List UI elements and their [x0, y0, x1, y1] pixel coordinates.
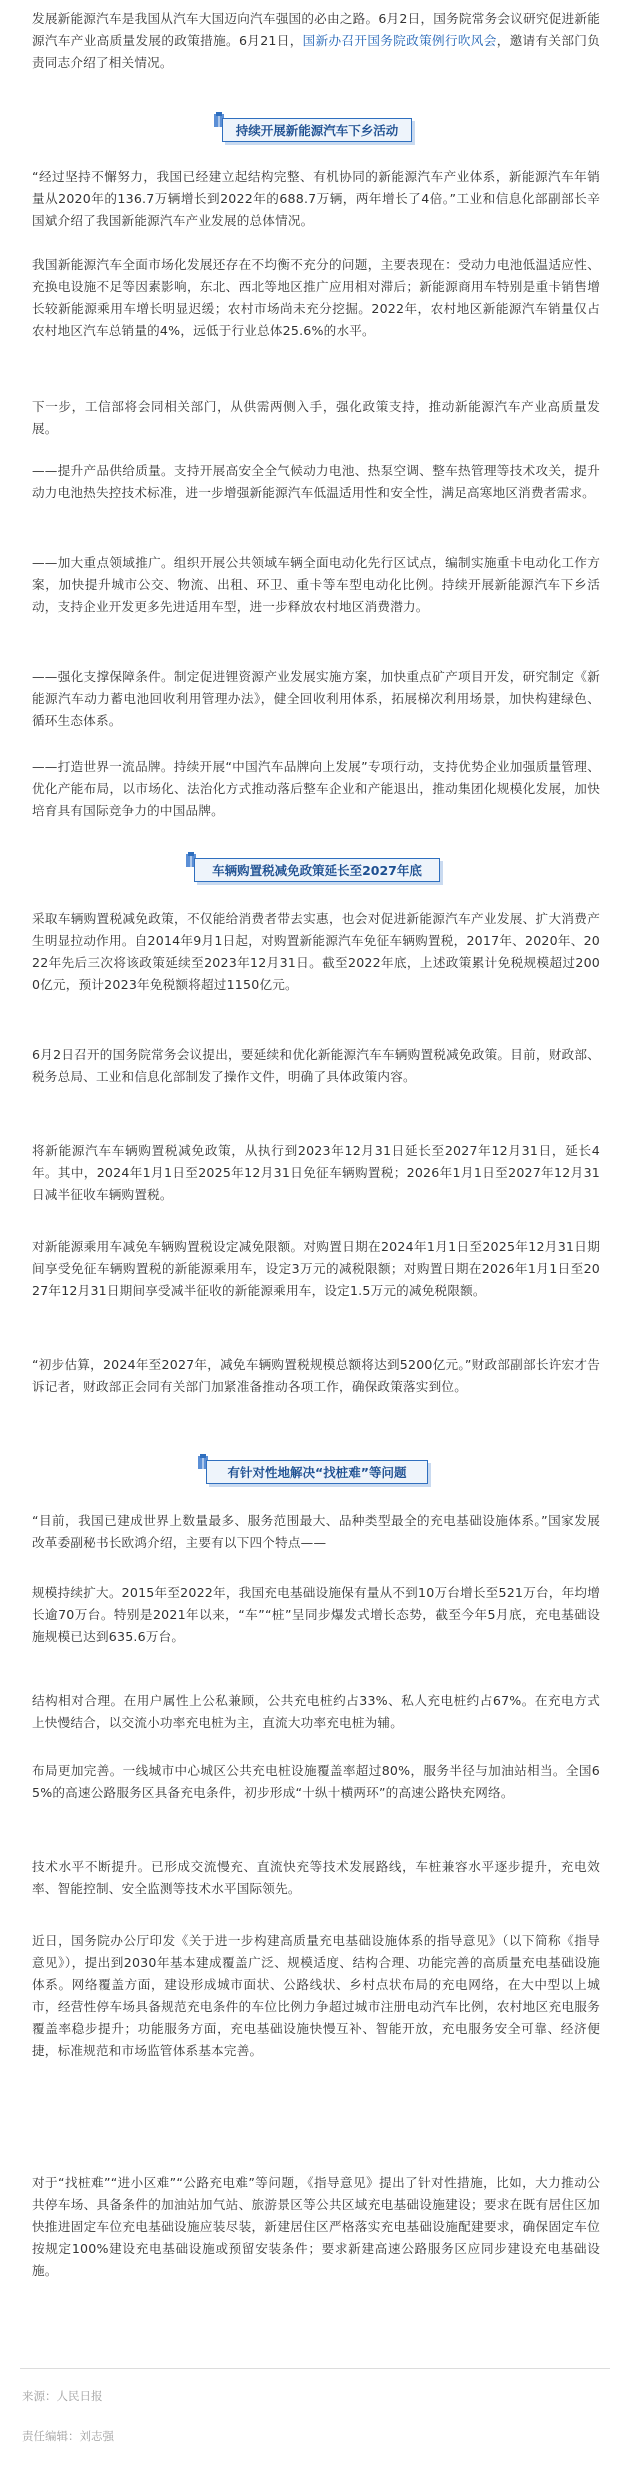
section-3-title: 有针对性地解决“找桩难”等问题 — [206, 1460, 428, 1484]
section-1-paragraph: ——提升产品供给质量。支持开展高安全全气候动力电池、热泵空调、整车热管理等技术攻关，提升动力电池热失控技术标准，进一步增强新能源汽车低温适用性和安全性，满足高寒地区消费者需求。 — [32, 463, 600, 500]
section-2-paragraph: 对新能源乘用车减免车辆购置税设定减免限额。对购置日期在2024年1月1日至2025年12月31日期间享受免征车辆购置税的新能源乘用车，设定3万元的减税限额；对购置日期在2026年1月1日至2027年12月31日期间享受减半征收的新能源乘用车，设定1.5万元的减免税限额。 — [32, 1239, 600, 1298]
section-3-paragraph: 规模持续扩大。2015年至2022年，我国充电基础设施保有量从不到10万台增长至521万台，年均增长逾70万台。特别是2021年以来，“车”“桩”呈同步爆发式增长态势，截至今年5月底，充电基础设施规模已达到635.6万台。 — [32, 1585, 600, 1644]
section-2-heading — [0, 850, 630, 890]
section-1-paragraph: ——强化支撑保障条件。制定促进锂资源产业发展实施方案，加快重点矿产项目开发，研究制定《新能源汽车动力蓄电池回收利用管理办法》，健全回收利用体系，拓展梯次利用场景，加快构建绿色、循环生态体系。 — [32, 669, 600, 728]
press-briefing-link[interactable]: 国新办召开国务院政策例行吹风会 — [302, 33, 497, 48]
section-1-paragraph: “经过坚持不懈努力，我国已经建立起结构完整、有机协同的新能源汽车产业体系，新能源汽车年销量从2020年的136.7万辆增长到2022年的688.7万辆，两年增长了4倍。”工业和信息化部副部长辛国斌介绍了我国新能源汽车产业发展的总体情况。 — [32, 169, 600, 228]
section-1-paragraph: 我国新能源汽车全面市场化发展还存在不均衡不充分的问题，主要表现在：受动力电池低温适应性、充换电设施不足等因素影响，东北、西北等地区推广应用相对滞后；新能源商用车特别是重卡销售增长较新能源乘用车增长明显迟缓；农村市场尚未充分挖掘。2022年，农村地区新能源汽车销量仅占农村地区汽车总销量的4%，远低于行业总体25.6%的水平。 — [32, 257, 600, 338]
section-2-paragraph: 采取车辆购置税减免政策，不仅能给消费者带去实惠，也会对促进新能源汽车产业发展、扩大消费产生明显拉动作用。自2014年9月1日起，对购置新能源汽车免征车辆购置税，2017年、2020年、2022年先后三次将该政策延续至2023年12月31日。截至2022年底，上述政策累计免税规模超过2000亿元，预计2023年免税额将超过1150亿元。 — [32, 911, 600, 992]
intro-paragraph — [32, 8, 600, 74]
section-3-heading — [0, 1452, 630, 1492]
section-1-title: 持续开展新能源汽车下乡活动 — [222, 118, 412, 142]
section-1-paragraph: ——打造世界一流品牌。持续开展“中国汽车品牌向上发展”专项行动，支持优势企业加强质量管理、优化产能布局，以市场化、法治化方式推动落后整车企业和产能退出，推动集团化规模化发展，加快培育具有国际竞争力的中国品牌。 — [32, 759, 600, 818]
section-2-title: 车辆购置税减免政策延长至2027年底 — [194, 858, 440, 882]
intro-text: 发展新能源汽车是我国从汽车大国迈向汽车强国的必由之路。6月2日，国务院常务会议研究促进新能源汽车产业高质量发展的政策措施。6月21日， — [32, 11, 600, 48]
section-1-paragraph: ——加大重点领域推广。组织开展公共领域车辆全面电动化先行区试点，编制实施重卡电动化工作方案，加快提升城市公交、物流、出租、环卫、重卡等车型电动化比例。持续开展新能源汽车下乡活动，支持企业开发更多先进适用车型，进一步释放农村地区消费潜力。 — [32, 555, 600, 614]
section-2-paragraph: “初步估算，2024年至2027年，减免车辆购置税规模总额将达到5200亿元。”财政部副部长许宏才告诉记者，财政部正会同有关部门加紧准备推动各项工作，确保政策落实到位。 — [32, 1357, 600, 1394]
section-3-paragraph: 结构相对合理。在用户属性上公私兼顾，公共充电桩约占33%、私人充电桩约占67%。在充电方式上快慢结合，以交流小功率充电桩为主，直流大功率充电桩为辅。 — [32, 1693, 600, 1730]
section-2-paragraph: 6月2日召开的国务院常务会议提出，要延续和优化新能源汽车车辆购置税减免政策。目前，财政部、税务总局、工业和信息化部制发了操作文件，明确了具体政策内容。 — [32, 1047, 600, 1084]
section-1-heading — [0, 110, 630, 150]
section-1-paragraph: 下一步，工信部将会同相关部门，从供需两侧入手，强化政策支持，推动新能源汽车产业高质量发展。 — [32, 399, 600, 436]
section-3-paragraph: 近日，国务院办公厅印发《关于进一步构建高质量充电基础设施体系的指导意见》（以下简称《指导意见》），提出到2030年基本建成覆盖广泛、规模适度、结构合理、功能完善的高质量充电基础设施体系。网络覆盖方面，建设形成城市面状、公路线状、乡村点状布局的充电网络，在大中型以上城市，经营性停车场具备规范充电条件的车位比例力争超过城市注册电动汽车比例，农村地区充电服务覆盖率稳步提升；功能服务方面，充电基础设施快慢互补、智能开放，充电服务安全可靠、经济便捷，标准规范和市场监管体系基本完善。 — [32, 1933, 600, 2058]
editor-line: 责任编辑：刘志强 — [22, 2429, 114, 2443]
section-3-paragraph: 对于“找桩难”“进小区难”“公路充电难”等问题，《指导意见》提出了针对性措施，比如，大力推动公共停车场、具备条件的加油站加气站、旅游景区等公共区域充电基础设施建设；要求在既有居住区加快推进固定车位充电基础设施应装尽装，新建居住区严格落实充电基础设施配建要求，确保固定车位按规定100%建设充电基础设施或预留安装条件；要求新建高速公路服务区应同步建设充电基础设施。 — [32, 2175, 600, 2278]
section-3-paragraph: 技术水平不断提升。已形成交流慢充、直流快充等技术发展路线，车桩兼容水平逐步提升，充电效率、智能控制、安全监测等技术水平国际领先。 — [32, 1859, 600, 1896]
section-3-paragraph: “目前，我国已建成世界上数量最多、服务范围最大、品种类型最全的充电基础设施体系。”国家发展改革委副秘书长欧鸿介绍，主要有以下四个特点—— — [32, 1513, 600, 1550]
footer-divider — [20, 2368, 610, 2369]
section-2-paragraph: 将新能源汽车车辆购置税减免政策，从执行到2023年12月31日延长至2027年12月31日，延长4年。其中，2024年1月1日至2025年12月31日免征车辆购置税；2026年1月1日至2027年12月31日减半征收车辆购置税。 — [32, 1143, 600, 1202]
intro-text-end: ，邀请有关部门负责同志介绍了相关情况。 — [32, 33, 601, 70]
section-3-paragraph: 布局更加完善。一线城市中心城区公共充电桩设施覆盖率超过80%，服务半径与加油站相当。全国65%的高速公路服务区具备充电条件，初步形成“十纵十横两环”的高速公路快充网络。 — [32, 1763, 600, 1800]
source-line: 来源：人民日报 — [22, 2389, 103, 2403]
